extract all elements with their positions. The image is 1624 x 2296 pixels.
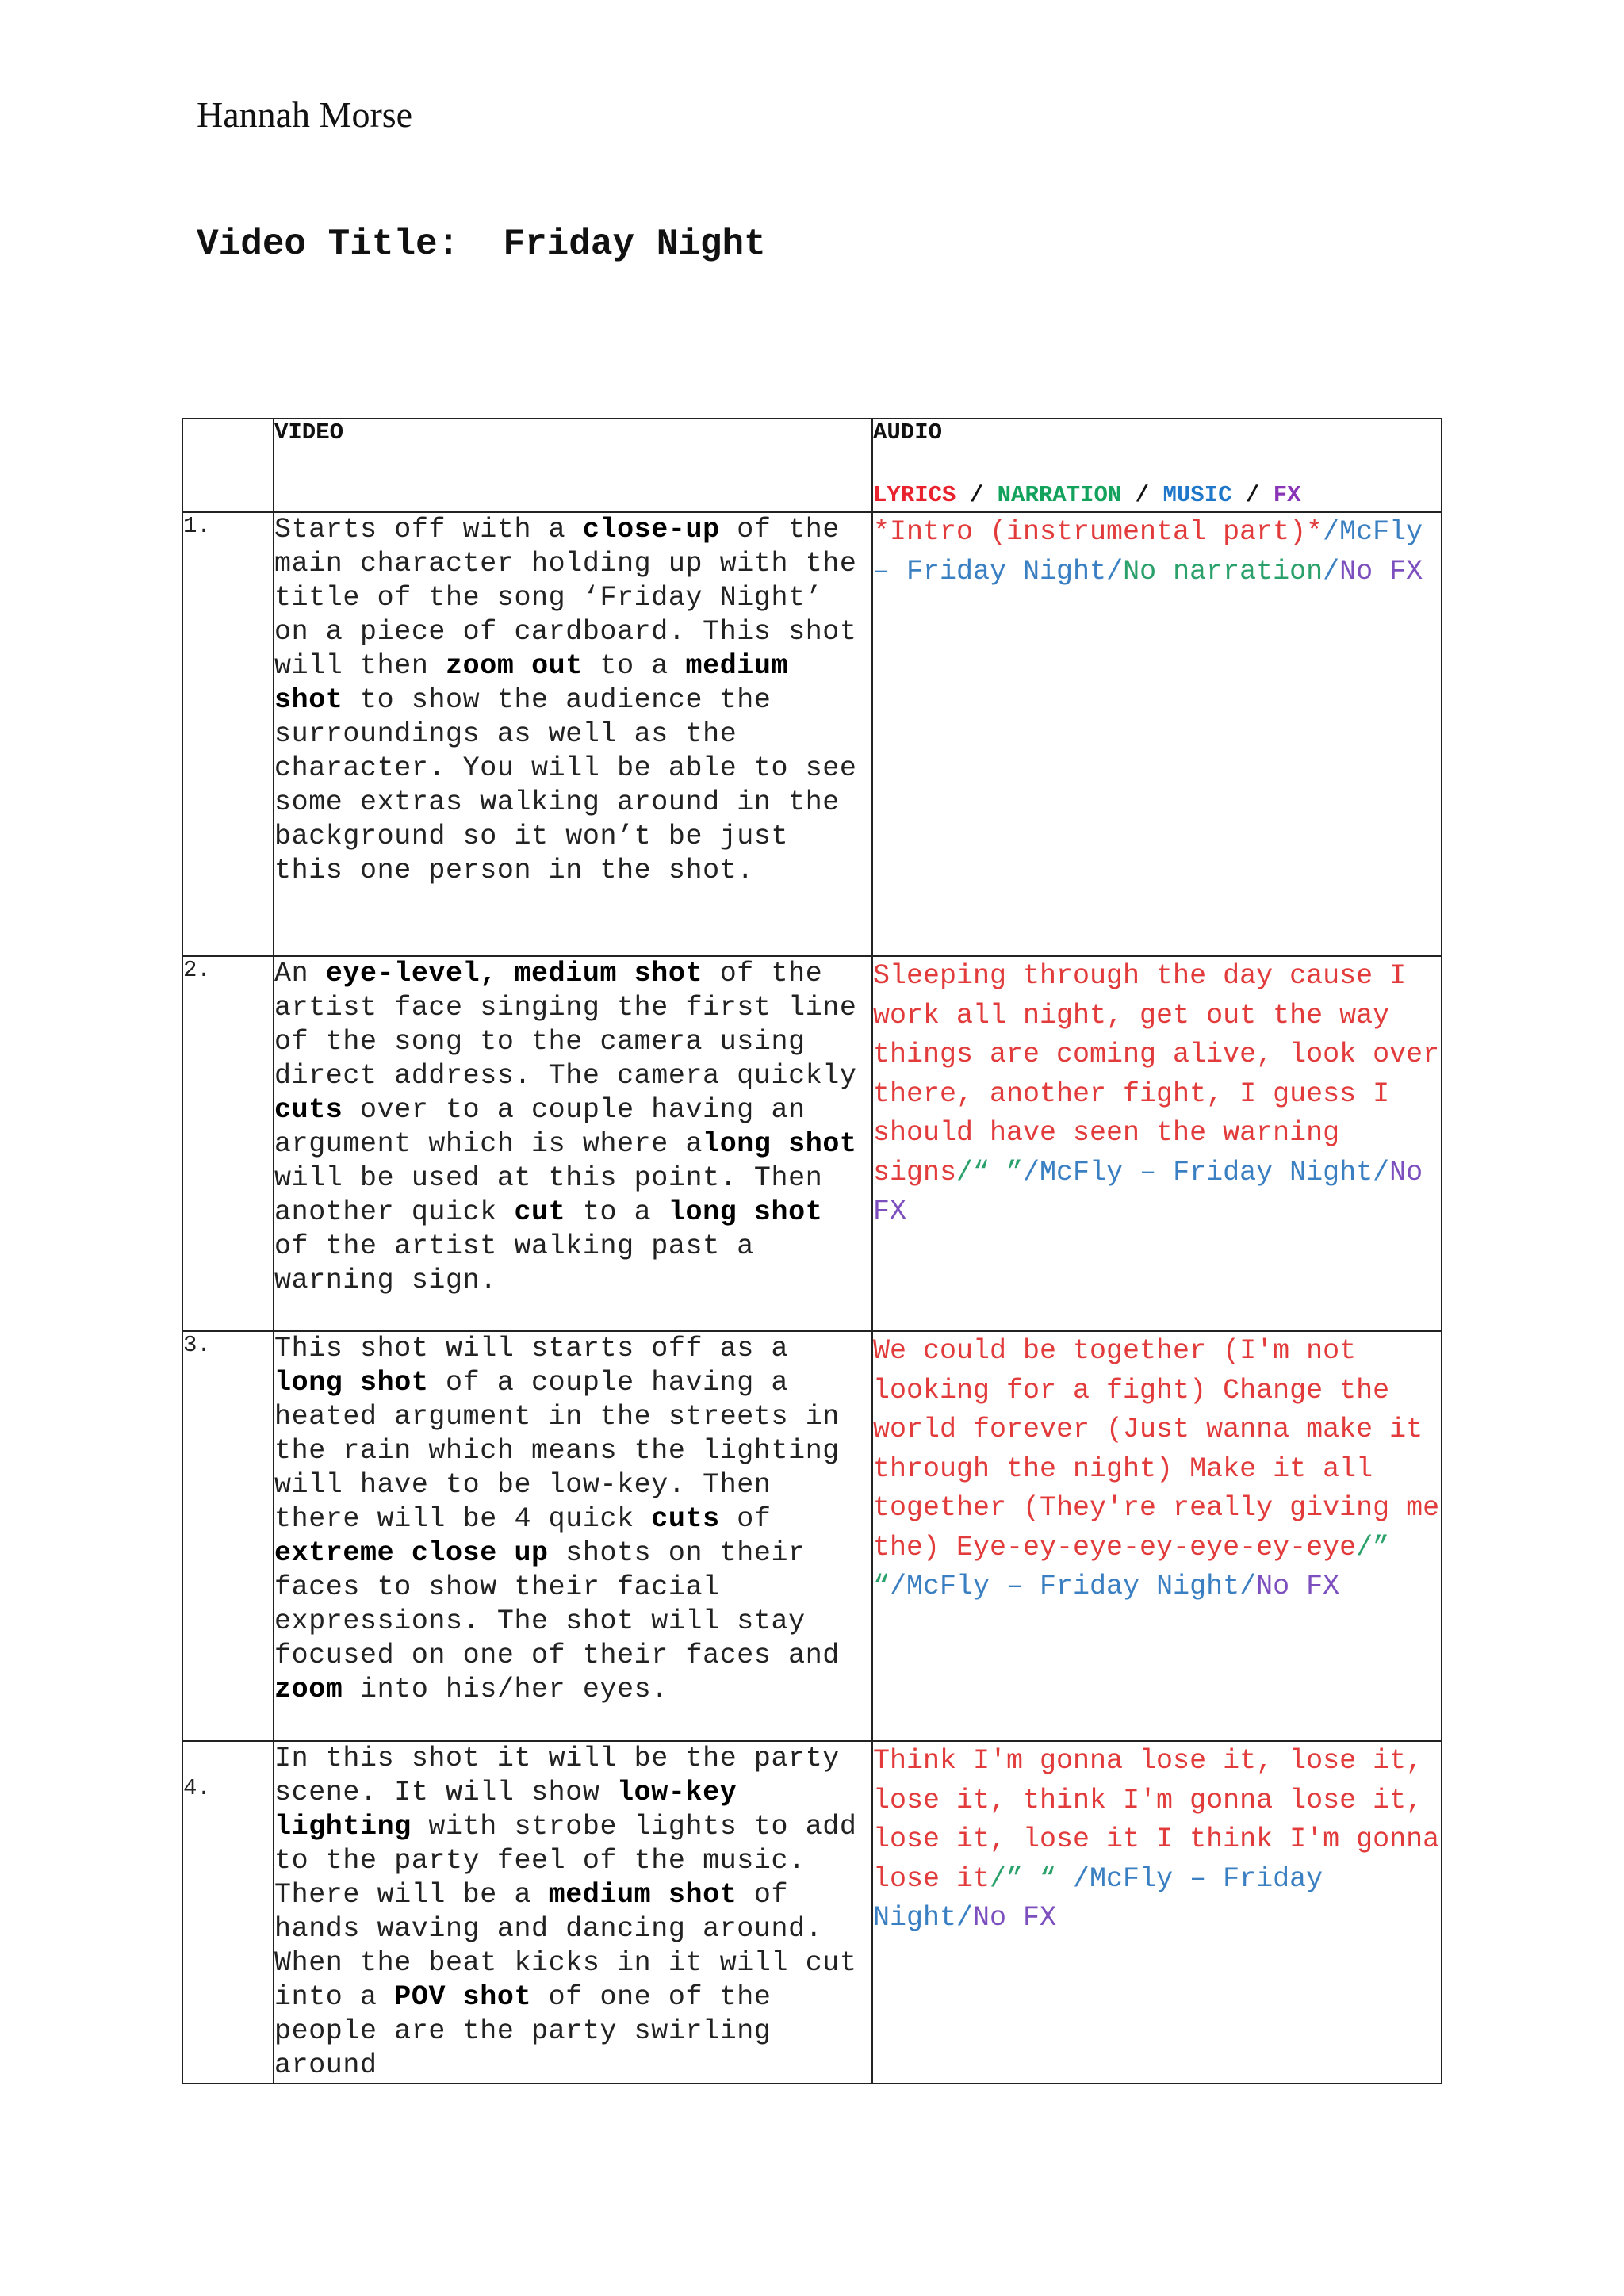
table-row	[182, 956, 1442, 1331]
table-row	[182, 1741, 1442, 2084]
shot-term: cuts	[274, 1094, 343, 1126]
audio-description	[872, 956, 1442, 1331]
legend-music: MUSIC	[1162, 482, 1232, 508]
shot-term: low-key lighting	[274, 1777, 737, 1843]
video-text: of the main character holding up with the title of the song ‘Friday Night’ on a piece of cardboard. This shot will then	[274, 514, 857, 682]
video-text: In this shot it will be the party scene. It will show	[274, 1743, 840, 1808]
table-row	[182, 512, 1442, 956]
legend-separator: /	[1231, 482, 1274, 508]
fx-text: No FX	[873, 1156, 1423, 1227]
legend-separator: /	[956, 482, 998, 508]
shot-term: POV shot	[394, 1981, 532, 2013]
fx-text: No FX	[1256, 1571, 1340, 1602]
video-text: of the artist walking past a warning sign.	[274, 1230, 754, 1296]
lyrics-text: *Intro (instrumental part)*	[873, 516, 1323, 548]
legend-separator: /	[1121, 482, 1163, 508]
audio-description	[872, 1741, 1442, 2084]
table-header-row	[182, 419, 1442, 512]
video-text: of the artist face singing the first line of the song to the camera using direct address. The camera quickly	[274, 958, 857, 1092]
narration-text: /” “	[990, 1862, 1057, 1895]
audio-description	[872, 1331, 1442, 1741]
video-text: Starts off with a	[274, 514, 583, 545]
video-text: with strobe lights to add to the party feel of the music. There will be a	[274, 1811, 857, 1911]
video-text: An	[274, 958, 326, 989]
music-text: /McFly – Friday Night	[1023, 1156, 1373, 1188]
video-text: of one of the people are the party swirling around	[274, 1981, 772, 2081]
legend-lyrics: LYRICS	[873, 482, 956, 508]
shot-term: cuts	[651, 1503, 720, 1535]
shot-term: medium shot	[274, 650, 789, 716]
shot-term: extreme close up	[274, 1537, 549, 1569]
header-number-cell	[182, 419, 274, 512]
shot-number: 1.	[182, 512, 274, 956]
video-text: of	[719, 1503, 772, 1535]
video-text: of hands waving and dancing around. When the beat kicks in it will cut into a	[274, 1879, 857, 2013]
shot-term: zoom out	[446, 650, 583, 682]
shot-term: long shot	[668, 1196, 823, 1228]
shot-number: 2.	[182, 956, 274, 1331]
music-text: /	[1106, 555, 1124, 587]
video-description	[274, 1741, 872, 2084]
lyrics-text: We could be together (I'm not looking for a fight) Change the world forever (Just wanna make it through the night) Make it all together (They're really giving me the) Eye-ey-eye-ey-eye-ey-eye	[873, 1335, 1440, 1563]
header-audio-cell	[872, 419, 1442, 512]
shot-term: eye-level, medium shot	[325, 958, 703, 989]
shot-term: zoom	[274, 1674, 343, 1705]
header-audio: AUDIO	[873, 419, 943, 446]
music-text: /	[1239, 1571, 1257, 1602]
header-video: VIDEO	[274, 419, 872, 512]
video-text: to a	[565, 1196, 668, 1228]
fx-text: No FX	[973, 1902, 1057, 1934]
lyrics-text: Think I'm gonna lose it, lose it, lose it, think I'm gonna lose it, lose it, lose it I think I'm gonna lose it	[873, 1745, 1440, 1895]
music-text: /	[1323, 516, 1340, 548]
music-text: McFly – Friday Night	[873, 516, 1423, 587]
music-text: /	[1323, 555, 1340, 587]
author-name: Hannah Morse	[197, 94, 413, 135]
video-text: will be used at this point. Then another quick	[274, 1162, 823, 1228]
video-text: to show the audience the surroundings as well as the character. You will be able to see some extras walking around in the background so it won’t be just this one person in the shot.	[274, 684, 857, 886]
narration-text: /“ ”	[956, 1156, 1024, 1188]
audio-description	[872, 512, 1442, 956]
shot-number: 4.	[182, 1741, 274, 2084]
video-description	[274, 1331, 872, 1741]
video-title: Video Title: Friday Night	[197, 224, 766, 265]
lyrics-text: Sleeping through the day cause I work all night, get out the way things are coming alive, look over there, another fight, I guess I should have seen the warning signs	[873, 960, 1440, 1188]
music-text: /McFly – Friday Night	[873, 1862, 1323, 1934]
shot-term: long shot	[274, 1367, 429, 1399]
video-text: over to a couple having an argument which is where a	[274, 1094, 806, 1160]
video-description	[274, 512, 872, 956]
legend-narration: NARRATION	[997, 482, 1122, 508]
video-text: to a	[582, 650, 686, 682]
video-text: into his/her eyes.	[343, 1674, 668, 1705]
music-text: /	[1373, 1156, 1390, 1188]
shot-number: 3.	[182, 1331, 274, 1741]
shot-term: medium shot	[548, 1879, 737, 1911]
shot-term: long shot	[703, 1128, 857, 1160]
video-description	[274, 956, 872, 1331]
fx-text: No FX	[1339, 555, 1423, 587]
table-row	[182, 1331, 1442, 1741]
music-text: /McFly – Friday Night	[890, 1571, 1240, 1602]
video-text: of a couple having a heated argument in the streets in the rain which means the lighting will have to be low-key. Then there will be 4 quick	[274, 1367, 840, 1535]
audio-legend	[873, 482, 1441, 508]
narration-text: /” “	[873, 1531, 1390, 1602]
shot-term: close-up	[582, 514, 720, 545]
script-table	[182, 418, 1442, 2084]
video-text: shots on their faces to show their facial expressions. The shot will stay focused on one of their faces and	[274, 1537, 840, 1671]
music-text: /	[956, 1902, 974, 1934]
legend-fx: FX	[1273, 482, 1301, 508]
narration-text: No narration	[1123, 555, 1323, 587]
video-text: This shot will starts off as a	[274, 1333, 789, 1364]
shot-term: cut	[514, 1196, 566, 1228]
